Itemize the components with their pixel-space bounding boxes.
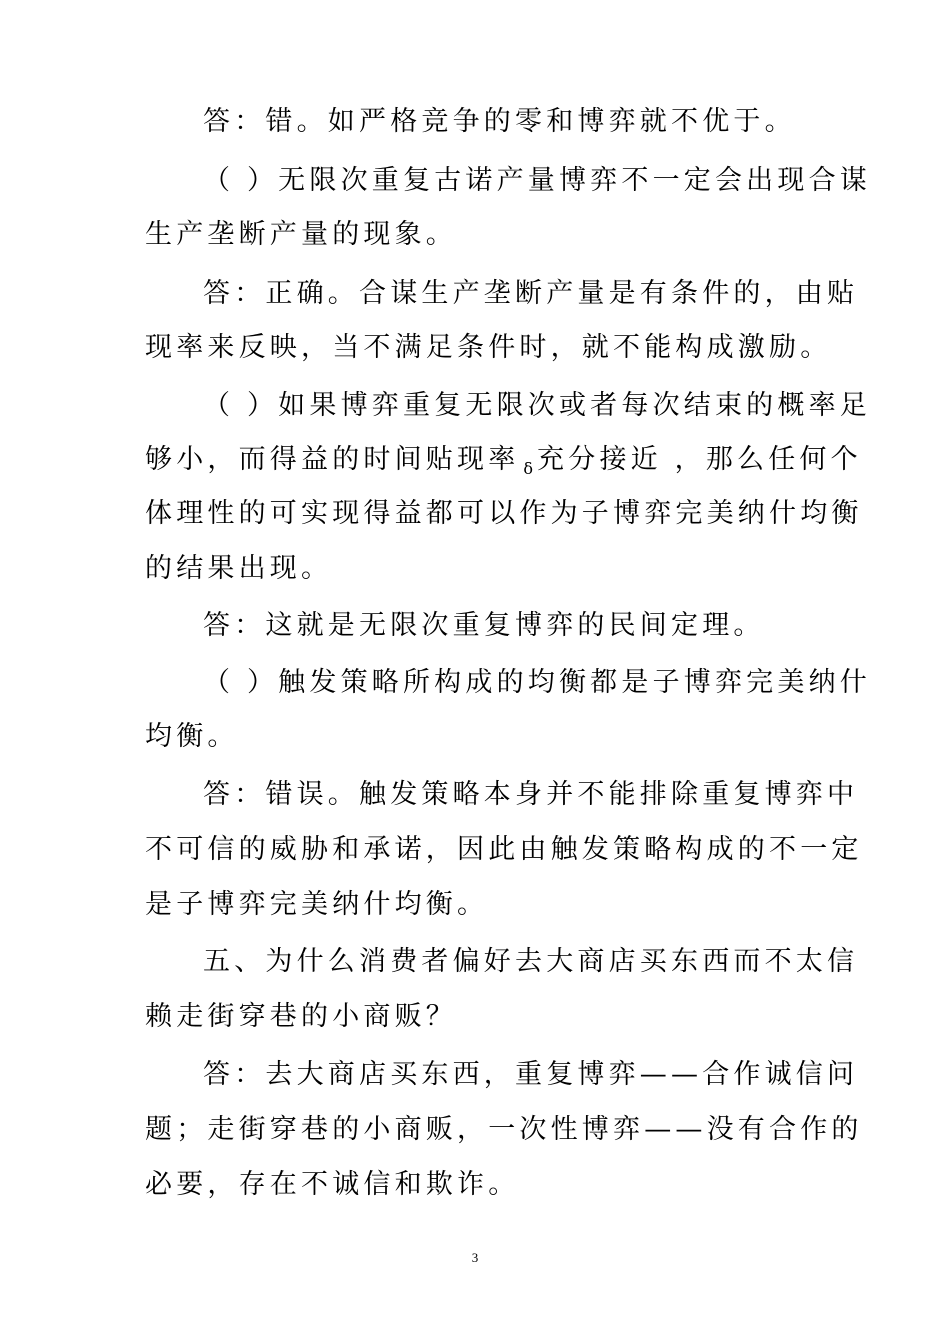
page-number: 3 <box>471 1250 479 1265</box>
section-heading: 赖走街穿巷的小商贩？ <box>145 1001 457 1032</box>
text-segment: 充分接近 ，那么任何个 <box>537 444 862 475</box>
answer-line: 必要，存在不诚信和欺诈。 <box>145 1169 520 1200</box>
question-line: （ ）触发策略所构成的均衡都是子博弈完美纳什 <box>203 667 871 698</box>
question-line: 的结果出现。 <box>145 553 333 584</box>
answer-line: 答：这就是无限次重复博弈的民间定理。 <box>203 610 765 641</box>
question-line: （ ）如果博弈重复无限次或者每次结束的概率足 <box>203 390 871 421</box>
answer-line: 答：去大商店买东西，重复博弈——合作诚信问 <box>203 1059 859 1090</box>
answer-line: 答：错误。触发策略本身并不能排除重复博弈中 <box>203 779 859 810</box>
question-line: （ ）无限次重复古诺产量博弈不一定会出现合谋 <box>203 165 871 196</box>
question-line: 生产垄断产量的现象。 <box>145 219 457 250</box>
text-segment: 够小，而得益的时间贴现率 <box>145 444 520 475</box>
question-line: 体理性的可实现得益都可以作为子博弈完美纳什均衡 <box>145 498 863 529</box>
answer-line: 题；走街穿巷的小商贩，一次性博弈——没有合作的 <box>145 1114 863 1145</box>
delta-symbol: δ <box>523 459 534 478</box>
answer-line: 答：正确。合谋生产垄断产量是有条件的，由贴 <box>203 278 859 309</box>
answer-line: 不可信的威胁和承诺，因此由触发策略构成的不一定 <box>145 834 863 865</box>
question-line: 均衡。 <box>145 721 239 752</box>
answer-line: 现率来反映，当不满足条件时，就不能构成激励。 <box>145 332 832 363</box>
section-heading: 五、为什么消费者偏好去大商店买东西而不太信 <box>203 946 859 977</box>
answer-line: 是子博弈完美纳什均衡。 <box>145 889 489 920</box>
answer-line: 答：错。如严格竞争的零和博弈就不优于。 <box>203 106 796 137</box>
question-line <box>145 442 862 487</box>
